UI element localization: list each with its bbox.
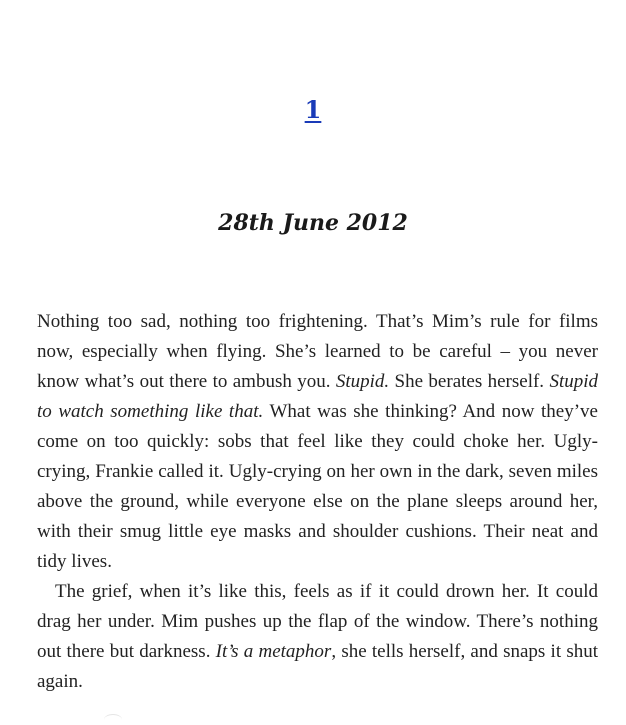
chapter-body-text	[37, 307, 598, 697]
paragraph-2	[37, 577, 598, 697]
chapter-number	[0, 92, 626, 128]
paragraph-2-text: The grief, when it’s like this, feels as if it could drown her. It could drag her under. Mim pushes up the flap of the window. There’s nothing out there but darkness.	[37, 581, 598, 662]
paragraph-1-text: She berates herself.	[389, 371, 550, 392]
paragraph-2-italic-metaphor: It’s a metaphor	[215, 641, 332, 662]
chapter-date-heading: 28th June 2012	[218, 210, 408, 236]
paragraph-1-italic-stupid: Stupid.	[335, 371, 390, 392]
paragraph-1	[37, 307, 598, 577]
chapter-number-link[interactable]: 1	[304, 95, 322, 124]
paragraph-1-text: Nothing too sad, nothing too frightening. That’s Mim’s rule for films now, especially when flying. She’s learned to be careful – you never know what’s out there to ambush you.	[37, 311, 598, 392]
paragraph-1-italic-phrase: Stupid to watch something like that.	[37, 371, 598, 422]
paragraph-1-text: What was she thinking? And now they’ve come on too quickly: sobs that feel like they could choke her. Ugly-crying, Frankie called it. Ugly-crying on her own in the dark, seven miles above the ground, while everyone else on the plane sleeps around her, with their smug little eye masks and shoulder cushions. Their neat and tidy lives.	[37, 401, 598, 572]
paragraph-2-text: , she tells herself, and snaps it shut again.	[37, 641, 598, 692]
